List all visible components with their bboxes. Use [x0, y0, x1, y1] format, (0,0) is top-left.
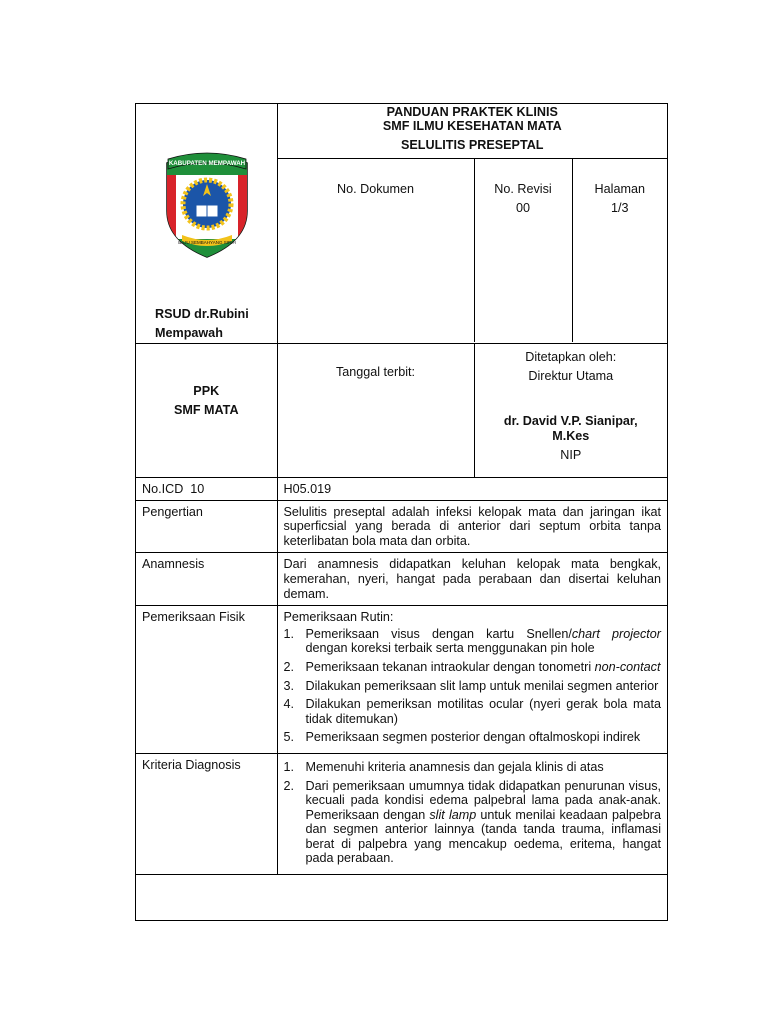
exam-item	[284, 730, 662, 745]
exam-item-number: 1.	[283, 626, 295, 641]
exam-list	[284, 627, 662, 745]
approver-name: dr. David V.P. Sianipar, M.Kes	[503, 414, 638, 443]
page-label: Halaman	[594, 182, 645, 196]
criteria-list	[284, 760, 662, 866]
page-value: 1/3	[610, 201, 629, 215]
diagnosis-criteria-value	[277, 753, 667, 874]
criteria-item-number: 2.	[283, 778, 295, 793]
exam-item	[284, 679, 662, 694]
exam-item-text	[306, 730, 662, 745]
smf-label: SMF MATA	[173, 402, 239, 417]
doc-number-cell	[278, 159, 475, 342]
logo-banner-text: KABUPATEN MEMPAWAH	[168, 160, 246, 167]
ppk-row	[136, 344, 667, 478]
icd-row	[136, 478, 667, 501]
exam-item	[284, 660, 662, 675]
exam-item-number: 3.	[283, 678, 295, 693]
exam-item-text-part: Pemeriksaan tekanan intraokular dengan tonometri	[305, 659, 595, 674]
criteria-item-text-part: Memenuhi kriteria anamnesis dan gejala klinis di atas	[305, 759, 604, 774]
physical-exam-row	[136, 606, 667, 754]
title-line1: PANDUAN PRAKTEK KLINIS	[386, 105, 558, 119]
criteria-item-text-part: Dari pemeriksaan umumnya tidak didapatkan penurunan visus, kecuali pada kondisi edema palpebral lama pada anak-anak. Pemeriksaan dengan	[305, 778, 661, 822]
ppk-label: PPK	[193, 384, 220, 398]
clinical-guideline-document	[135, 103, 668, 921]
criteria-item-text	[306, 779, 662, 867]
definition-value: Selulitis preseptal adalah infeksi kelopak mata dan jaringan ikat superficsial yang berada di anterior dari septum orbita tanpa keterlibatan bola mata dan orbita.	[277, 500, 667, 553]
issued-date-label: Tanggal terbit:	[335, 365, 416, 379]
exam-item-text	[306, 627, 662, 656]
criteria-item-number: 1.	[283, 759, 295, 774]
document-meta	[278, 159, 668, 342]
anamnesis-row	[136, 553, 667, 606]
exam-item-text-part: dengan koreksi terbaik serta menggunakan pin hole	[305, 641, 595, 656]
exam-item-number: 2.	[283, 659, 295, 674]
hospital-name-line2: Mempawah	[155, 325, 223, 340]
anamnesis-label: Anamnesis	[136, 553, 277, 606]
exam-intro: Pemeriksaan Rutin:	[283, 610, 394, 625]
criteria-item-text	[306, 760, 662, 775]
exam-item-text-part: Dilakukan pemeriksan motilitas ocular (nyeri gerak bola mata tidak ditemukan)	[305, 697, 661, 726]
approver-title: Direktur Utama	[528, 369, 614, 383]
exam-item-text-part: Pemeriksaan segmen posterior dengan oftalmoskopi indirek	[305, 730, 641, 745]
approver-nip-label: NIP	[560, 448, 582, 462]
physical-exam-value	[277, 606, 667, 754]
logo-motto-text: BAJU SEMBAHYANG SIRIH	[178, 240, 236, 245]
exam-item	[284, 627, 662, 656]
header-row	[136, 104, 667, 344]
diagnosis-criteria-row	[136, 753, 667, 874]
issued-date-cell	[278, 344, 475, 477]
title-line3: SELULITIS PRESEPTAL	[400, 138, 544, 152]
doc-number-label: No. Dokumen	[337, 182, 414, 196]
hospital-name	[155, 307, 249, 340]
guideline-table	[136, 104, 667, 875]
exam-item-italic-term: chart projector	[571, 626, 661, 641]
page-cell	[573, 159, 668, 342]
kabupaten-mempawah-logo	[162, 149, 252, 259]
icd-label-text: No.ICD 10	[142, 482, 205, 496]
exam-item-text	[306, 697, 662, 726]
exam-item-text-part: Dilakukan pemeriksaan slit lamp untuk menilai segmen anterior	[305, 678, 659, 693]
revision-value: 00	[515, 201, 530, 215]
approved-by-cell	[475, 344, 668, 477]
title-line2: SMF ILMU KESEHATAN MATA	[382, 119, 562, 133]
exam-item-number: 5.	[283, 730, 295, 745]
diagnosis-criteria-label: Kriteria Diagnosis	[136, 753, 277, 874]
criteria-item	[284, 779, 662, 867]
icd-label	[136, 478, 277, 501]
physical-exam-label: Pemeriksaan Fisik	[136, 606, 277, 754]
definition-row	[136, 500, 667, 553]
exam-item-text	[306, 679, 662, 694]
criteria-item-italic-term: slit lamp	[429, 807, 477, 822]
icd-value: H05.019	[277, 478, 667, 501]
definition-label: Pengertian	[136, 500, 277, 553]
anamnesis-value: Dari anamnesis didapatkan keluhan kelopak mata bengkak, kemerahan, nyeri, hangat pada perabaan dan disertai keluhan demam.	[277, 553, 667, 606]
exam-item-text-part: Pemeriksaan visus dengan kartu Snellen/	[305, 626, 572, 641]
logo-cell	[136, 104, 277, 344]
exam-item-text	[306, 660, 662, 675]
header-info-cell	[277, 104, 667, 344]
exam-item-italic-term: non-contact	[594, 659, 661, 674]
revision-label: No. Revisi	[494, 182, 552, 196]
document-title	[278, 104, 668, 159]
approved-by-label: Ditetapkan oleh:	[525, 350, 617, 364]
exam-item-number: 4.	[283, 697, 295, 712]
exam-item	[284, 697, 662, 726]
criteria-item	[284, 760, 662, 775]
hospital-name-line1: RSUD dr.Rubini	[155, 307, 249, 321]
revision-cell	[475, 159, 573, 342]
approval-info-cell	[277, 344, 667, 478]
criteria-item-text-part: untuk menilai keadaan palpebra dan segmen anterior lainnya (tanda tanda trauma, inflamasi berat di palpebra yang mencakup oedema, eritema, hangat pada perabaan.	[305, 807, 661, 866]
ppk-cell	[136, 344, 277, 478]
